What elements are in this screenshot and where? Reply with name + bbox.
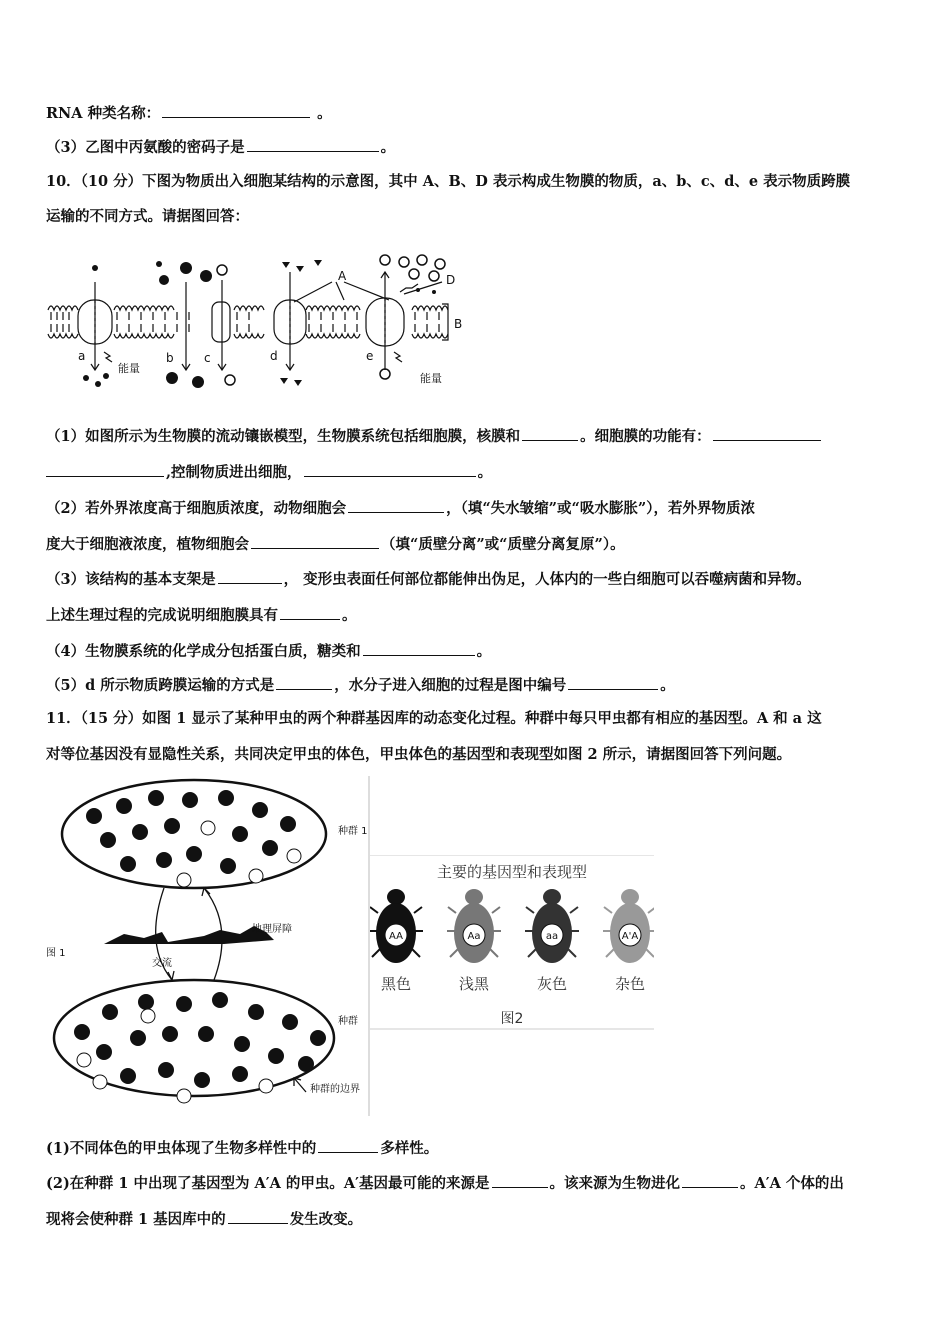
- label-b: b: [166, 351, 174, 365]
- label-a: a: [78, 349, 86, 363]
- beetle-1: [447, 889, 501, 993]
- phenotype-label: 浅黑: [458, 975, 490, 993]
- label-c: c: [204, 351, 211, 365]
- beetle-0: [370, 889, 423, 993]
- answer-blank[interactable]: [713, 426, 821, 441]
- fig2-title: 主要的基因型和表现型: [436, 863, 588, 881]
- label-A: A: [338, 269, 347, 283]
- answer-blank[interactable]: [218, 569, 282, 584]
- q10-part5: （5）d 所示物质跨膜运输的方式是 ，水分子进入细胞的过程是图中编号 。: [46, 677, 675, 694]
- answer-blank[interactable]: [682, 1173, 738, 1188]
- label-B: B: [454, 317, 463, 331]
- q11-stem-line1: 11．（15 分）如图 1 显示了某种甲虫的两个种群基因库的动态变化过程。种群中每只甲虫都有相应的基因型。A 和 a 这: [46, 710, 822, 727]
- beetle-3: [603, 889, 654, 993]
- answer-blank[interactable]: [363, 641, 475, 656]
- label-d: d: [270, 349, 278, 363]
- pop1-label: 种群 1: [338, 826, 368, 837]
- q11-part2-line2: 现将会使种群 1 基因库中的 发生改变。: [46, 1211, 363, 1228]
- answer-blank[interactable]: [568, 675, 658, 690]
- q10-part1-line1: （1）如图所示为生物膜的流动镶嵌模型，生物膜系统包括细胞膜，核膜和 。细胞膜的功能有：: [46, 426, 823, 447]
- answer-blank[interactable]: [348, 498, 444, 513]
- fig1-label: 图 1: [46, 948, 66, 959]
- answer-blank[interactable]: [276, 675, 332, 690]
- genotype-label: A'A: [621, 931, 639, 942]
- genotype-label: aa: [545, 931, 559, 942]
- answer-blank[interactable]: [228, 1209, 288, 1224]
- genotype-label: AA: [389, 931, 403, 942]
- answer-blank[interactable]: [492, 1173, 548, 1188]
- genotype-figure: [370, 855, 654, 1031]
- q11-part1: (1)不同体色的甲虫体现了生物多样性中的 多样性。: [46, 1140, 439, 1157]
- q9-rna-line: RNA 种类名称： 。: [46, 105, 332, 122]
- population-figure: [44, 776, 374, 1116]
- q10-part3-line1: （3）该结构的基本支架是 ， 变形虫表面任何部位都能伸出伪足，人体内的一些白细胞可以吞噬病菌和异物。: [46, 571, 811, 588]
- boundary-label: 种群的边界: [310, 1084, 360, 1095]
- answer-blank[interactable]: [522, 426, 578, 441]
- answer-blank[interactable]: [318, 1138, 378, 1153]
- geographic-barrier: [104, 926, 274, 944]
- phospholipid-bottom-row: [48, 334, 448, 338]
- pop2-label: 种群: [338, 1016, 358, 1027]
- answer-blank[interactable]: [304, 462, 476, 477]
- label-D: D: [446, 273, 456, 287]
- flow-label: 交流: [152, 958, 172, 969]
- membrane-diagram: [44, 252, 474, 392]
- phenotype-label: 黑色: [380, 975, 412, 993]
- answer-blank[interactable]: [251, 534, 379, 549]
- q10-part1-line2: ,控制物质进出细胞， 。: [46, 462, 492, 483]
- hollow-molecules: [217, 255, 445, 385]
- q10-part2-line1: （2）若外界浓度高于细胞质浓度，动物细胞会 ，（填“失水皱缩”或“吸水膨胀”），若外界物质浓: [46, 500, 755, 517]
- channel-protein-left: [212, 302, 230, 342]
- beetle-2: [525, 889, 579, 993]
- genotype-label: Aa: [467, 931, 481, 942]
- phenotype-label: 灰色: [536, 975, 568, 993]
- q10-part4: （4）生物膜系统的化学成分包括蛋白质，糖类和 。: [46, 643, 492, 660]
- answer-blank[interactable]: [280, 605, 340, 620]
- phenotype-label: 杂色: [614, 975, 646, 993]
- q9-part3: （3）乙图中丙氨酸的密码子是 。: [46, 139, 396, 156]
- phospholipid-top-row: [48, 306, 448, 310]
- answer-blank[interactable]: [247, 137, 379, 152]
- q11-part2-line1: (2)在种群 1 中出现了基因型为 A′A 的甲虫。A′基因最可能的来源是 。该来源为生物进化 。A′A 个体的出: [46, 1175, 844, 1192]
- energy-label-1: 能量: [118, 362, 140, 375]
- q10-stem-line2: 运输的不同方式。请据图回答：: [46, 208, 249, 225]
- answer-blank[interactable]: [46, 462, 164, 477]
- q10-part3-line2: 上述生理过程的完成说明细胞膜具有 。: [46, 607, 357, 624]
- q10-stem-line1: 10．（10 分）下图为物质出入细胞某结构的示意图，其中 A、B、D 表示构成生物膜的物质，a、b、c、d、e 表示物质跨膜: [46, 173, 851, 190]
- q10-part2-line2: 度大于细胞液浓度，植物细胞会 （填“质壁分离”或“质壁分离复原”）。: [46, 536, 625, 553]
- q11-stem-line2: 对等位基因没有显隐性关系，共同决定甲虫的体色，甲虫体色的基因型和表现型如图 2 所示，请据图回答下列问题。: [46, 746, 792, 763]
- fig2-label: 图2: [500, 1011, 524, 1027]
- label-e: e: [366, 349, 374, 363]
- energy-label-2: 能量: [420, 372, 442, 385]
- answer-blank[interactable]: [162, 103, 310, 118]
- barrier-label: 地理屏障: [252, 924, 292, 935]
